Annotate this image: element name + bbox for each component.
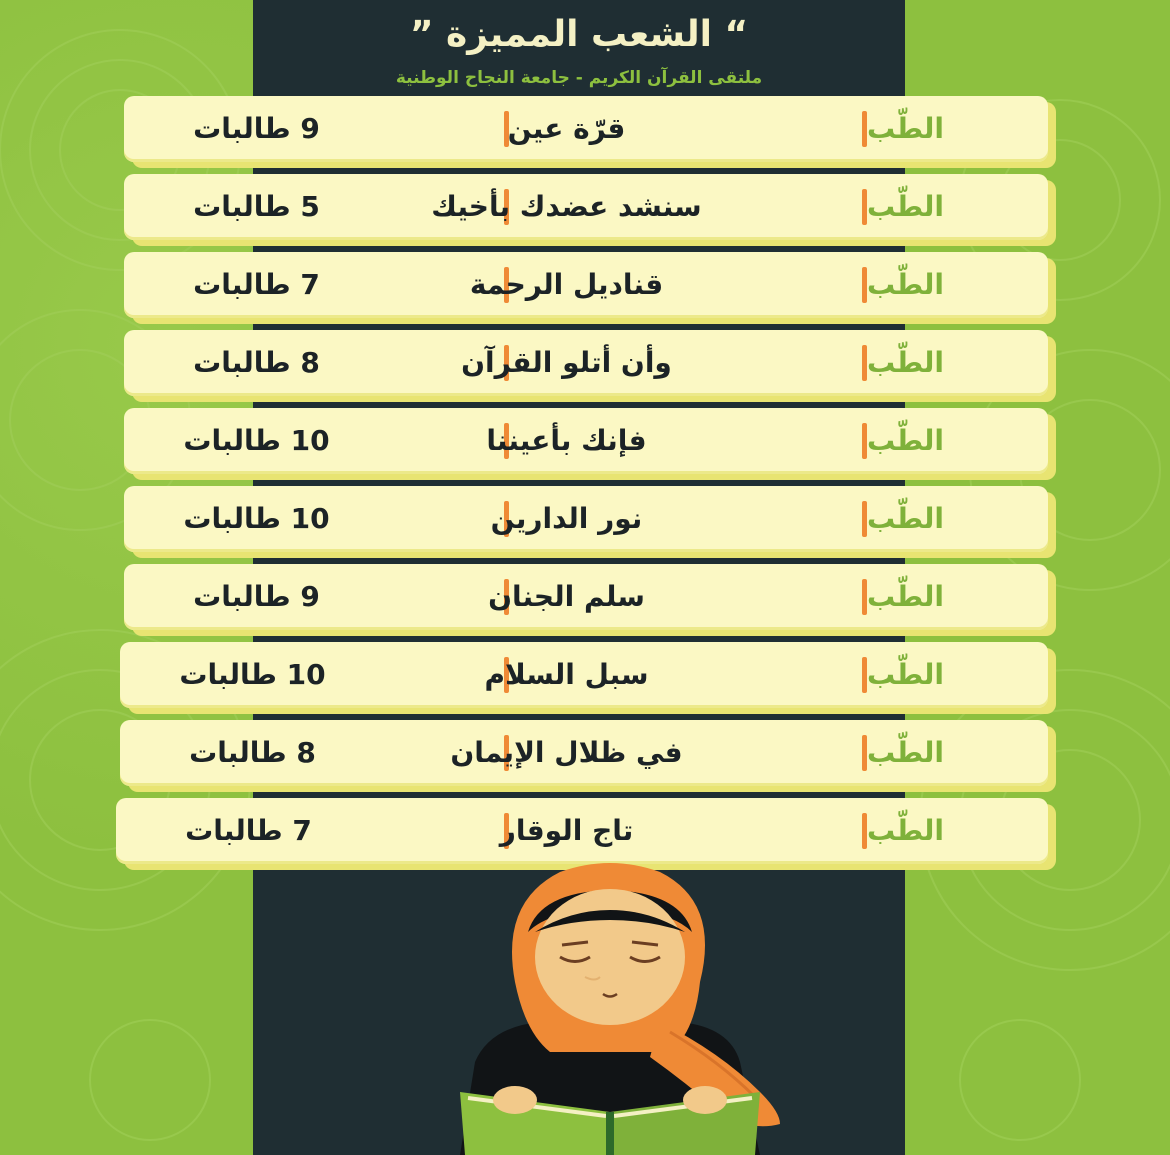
student-count: 9 طالبات [193, 580, 320, 613]
section-name: سلم الجنان [488, 580, 645, 613]
department-label: الطّب [866, 736, 945, 769]
department-label: الطّب [866, 658, 945, 691]
girl-reading-quran-icon [420, 862, 800, 1155]
student-count: 8 طالبات [189, 736, 316, 769]
list-item [120, 720, 1048, 786]
department-label: الطّب [866, 814, 945, 847]
list-item [124, 564, 1048, 630]
list-item [124, 96, 1048, 162]
list-item [116, 798, 1048, 864]
section-name: وأن أتلو القرآن [461, 346, 672, 379]
list-item [124, 408, 1048, 474]
page-title: “ الشعب المميزة ” [409, 14, 749, 55]
section-name: قرّة عين [507, 112, 626, 145]
section-name: في ظلال الإيمان [450, 736, 683, 769]
department-label: الطّب [866, 268, 945, 301]
section-name: نور الدارين [490, 502, 643, 535]
list-item [124, 252, 1048, 318]
section-name: سبل السلام [484, 658, 649, 691]
section-name: قناديل الرحمة [469, 268, 664, 301]
list-item [124, 330, 1048, 396]
section-name: فإنك بأعيننا [486, 424, 647, 457]
student-count: 8 طالبات [193, 346, 320, 379]
student-count: 7 طالبات [185, 814, 312, 847]
department-label: الطّب [866, 580, 945, 613]
section-name: سنشد عضدك بأخيك [431, 190, 702, 223]
department-label: الطّب [866, 112, 945, 145]
list-item [124, 174, 1048, 240]
list-item [124, 486, 1048, 552]
page-subtitle: ملتقى القرآن الكريم - جامعة النجاح الوطنية [395, 68, 763, 88]
list-item [120, 642, 1048, 708]
student-count: 10 طالبات [179, 658, 326, 691]
student-count: 9 طالبات [193, 112, 320, 145]
student-count: 7 طالبات [193, 268, 320, 301]
department-label: الطّب [866, 190, 945, 223]
student-count: 5 طالبات [193, 190, 320, 223]
department-label: الطّب [866, 424, 945, 457]
department-label: الطّب [866, 346, 945, 379]
section-name: تاج الوقار [499, 814, 634, 847]
student-count: 10 طالبات [183, 502, 330, 535]
department-label: الطّب [866, 502, 945, 535]
student-count: 10 طالبات [183, 424, 330, 457]
